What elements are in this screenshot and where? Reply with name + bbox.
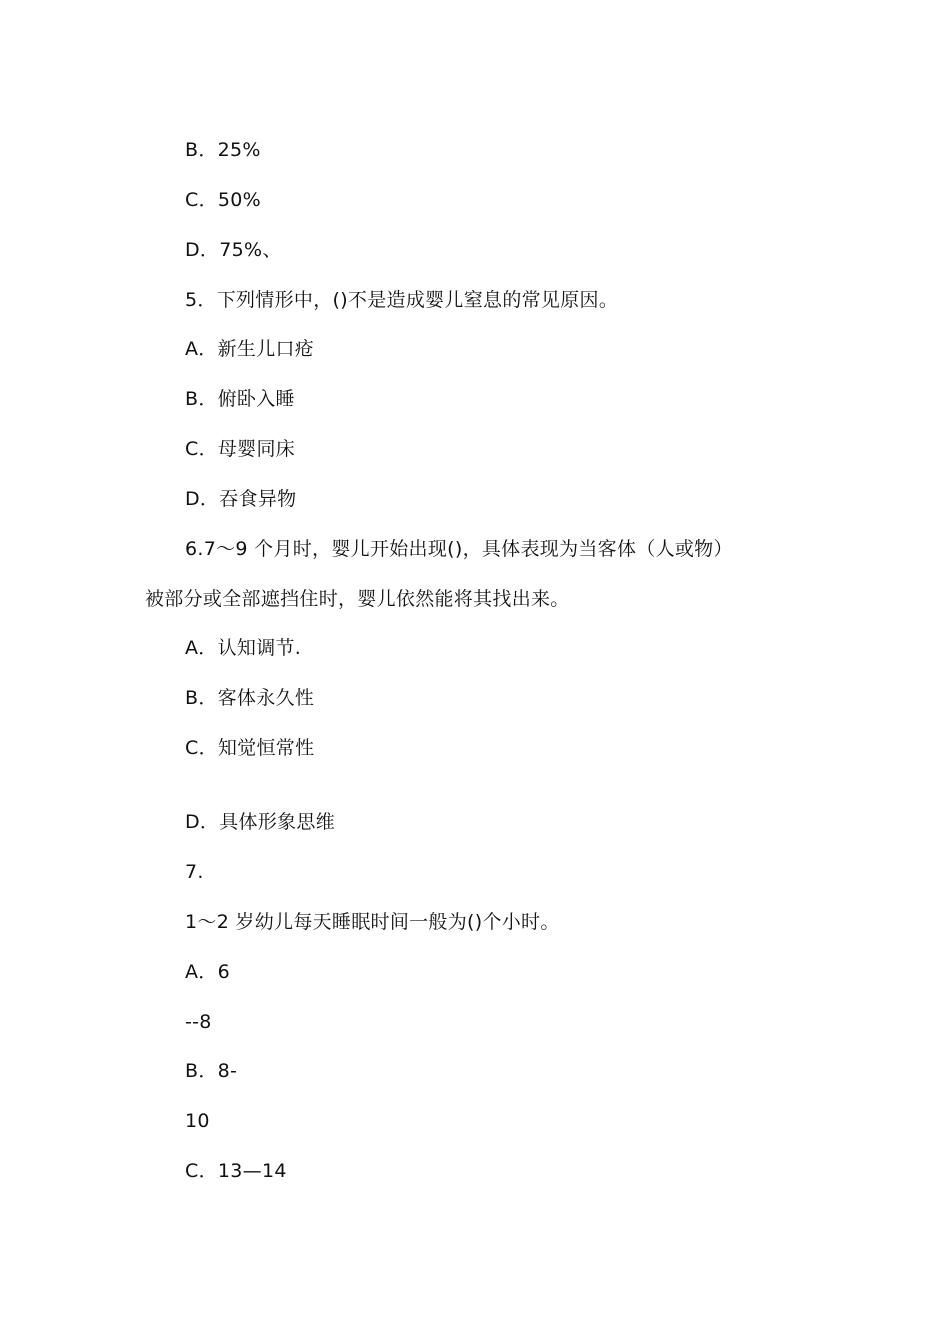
option-b-25: B．25%: [185, 139, 261, 161]
q7-option-a: A．6: [185, 961, 230, 983]
q5-option-a: A．新生儿口疮: [185, 338, 315, 360]
question-7-text: 1～2 岁幼儿每天睡眠时间一般为()个小时。: [185, 911, 560, 933]
question-6-line-2: 被部分或全部遮挡住时，婴儿依然能将其找出来。: [145, 588, 570, 610]
q6-option-a: A．认知调节.: [185, 637, 302, 659]
q5-option-b: B．俯卧入睡: [185, 388, 295, 410]
q7-option-b-cont: 10: [185, 1110, 210, 1132]
q6-option-b: B．客体永久性: [185, 687, 315, 709]
option-c-50: C．50%: [185, 189, 261, 211]
q5-option-d: D．吞食异物: [185, 488, 297, 510]
q7-option-a-cont: --8: [185, 1011, 212, 1033]
q6-option-d: D．具体形象思维: [185, 811, 336, 833]
question-6-line-1: 6.7～9 个月时，婴儿开始出现()，具体表现为当客体（人或物）: [185, 538, 733, 560]
q5-option-c: C．母婴同床: [185, 438, 296, 460]
q7-option-b: B．8-: [185, 1060, 238, 1082]
question-5: 5．下列情形中，()不是造成婴儿窒息的常见原因。: [185, 289, 619, 311]
q6-option-c: C．知觉恒常性: [185, 737, 315, 759]
q7-option-c: C．13—14: [185, 1160, 287, 1182]
option-d-75: D．75%、: [185, 239, 282, 261]
question-7-number: 7.: [185, 861, 204, 883]
